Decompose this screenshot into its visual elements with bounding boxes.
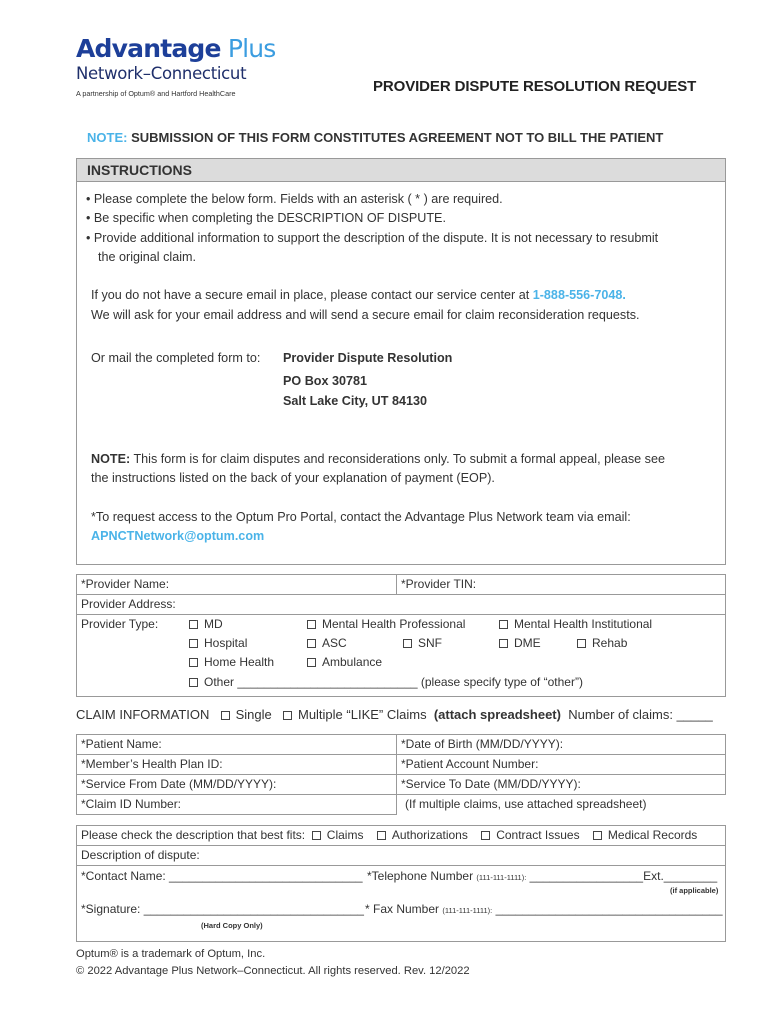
secure-email-text: If you do not have a secure email in place, please contact our service center at 1-888-556-7048. <box>91 288 626 302</box>
portal-email-link[interactable]: APNCTNetwork@optum.com <box>91 529 265 543</box>
dispute-contract-checkbox[interactable]: Contract Issues <box>481 828 579 842</box>
instructions-header: INSTRUCTIONS <box>77 159 725 182</box>
service-from-field[interactable]: *Service From Date (MM/DD/YYYY): <box>77 775 397 795</box>
mail-address-name: Provider Dispute Resolution <box>283 351 453 365</box>
type-rehab-checkbox[interactable]: Rehab <box>577 636 627 650</box>
description-of-dispute-field[interactable]: Description of dispute: <box>77 846 726 866</box>
type-asc-checkbox[interactable]: ASC <box>307 636 347 650</box>
patient-account-field[interactable]: *Patient Account Number: <box>397 755 726 775</box>
provider-name-field[interactable]: *Provider Name: <box>77 575 397 595</box>
provider-table <box>76 574 726 697</box>
logo-wordmark: Advantage Plus <box>76 34 276 63</box>
dispute-medical-records-checkbox[interactable]: Medical Records <box>593 828 697 842</box>
provider-tin-field[interactable]: *Provider TIN: <box>397 575 726 595</box>
instruction-bullet: • Please complete the below form. Fields with an asterisk ( * ) are required. <box>86 192 503 206</box>
claim-id-field[interactable]: *Claim ID Number: <box>77 795 397 815</box>
if-applicable-note: (if applicable) <box>670 886 719 895</box>
mail-intro: Or mail the completed form to: <box>91 351 261 365</box>
dispute-table <box>76 825 726 942</box>
attach-spreadsheet-note: (attach spreadsheet) <box>433 707 561 722</box>
claim-info-label: CLAIM INFORMATION <box>76 707 210 722</box>
type-md-checkbox[interactable]: MD <box>189 617 223 631</box>
type-dme-checkbox[interactable]: DME <box>499 636 541 650</box>
patient-claim-table <box>76 734 726 815</box>
provider-address-field[interactable]: Provider Address: <box>77 595 726 615</box>
service-to-field[interactable]: *Service To Date (MM/DD/YYYY): <box>397 775 726 795</box>
service-phone-link[interactable]: 1-888-556-7048. <box>532 288 626 302</box>
provider-type-label: Provider Type: <box>81 617 159 631</box>
dispute-authorizations-checkbox[interactable]: Authorizations <box>377 828 468 842</box>
portal-text: *To request access to the Optum Pro Portal, contact the Advantage Plus Network team via email: <box>91 510 631 524</box>
claim-information-row <box>76 707 713 722</box>
mail-address-line2: PO Box 30781 <box>283 374 368 388</box>
instruction-bullet-continued: the original claim. <box>98 250 196 264</box>
multiple-claims-note: (If multiple claims, use attached spreadsheet) <box>397 795 726 815</box>
note-disputes-2: the instructions listed on the back of your explanation of payment (EOP). <box>91 471 495 485</box>
logo-subtitle: Network–Connecticut <box>76 64 247 83</box>
hard-copy-note: (Hard Copy Only) <box>201 921 263 930</box>
note-disputes: NOTE: This form is for claim disputes and reconsiderations only. To submit a formal appeal, please see <box>91 452 665 466</box>
instruction-bullet: • Provide additional information to support the description of the dispute. It is not necessary to resubmit <box>86 231 659 245</box>
type-other-checkbox[interactable]: Other ___________________________ (please specify type of “other”) <box>189 675 583 689</box>
type-home-health-checkbox[interactable]: Home Health <box>189 655 274 669</box>
logo-tagline: A partnership of Optum® and Hartford HealthCare <box>76 89 236 98</box>
type-mh-professional-checkbox[interactable]: Mental Health Professional <box>307 617 465 631</box>
telephone-field[interactable]: *Telephone Number (111-111-1111): _________________Ext.________ <box>367 869 718 883</box>
patient-name-field[interactable]: *Patient Name: <box>77 735 397 755</box>
contact-name-field[interactable]: *Contact Name: _____________________________ <box>81 869 363 883</box>
type-snf-checkbox[interactable]: SNF <box>403 636 442 650</box>
copyright-line: © 2022 Advantage Plus Network–Connecticut. All rights reserved. Rev. 12/2022 <box>76 965 470 977</box>
multiple-claims-checkbox[interactable]: Multiple “LIKE” Claims <box>279 707 427 722</box>
mail-address-line3: Salt Lake City, UT 84130 <box>283 394 427 408</box>
trademark-line: Optum® is a trademark of Optum, Inc. <box>76 948 266 960</box>
secure-email-text-2: We will ask for your email address and will send a secure email for claim reconsideration requests. <box>91 308 640 322</box>
member-id-field[interactable]: *Member’s Health Plan ID: <box>77 755 397 775</box>
type-mh-institutional-checkbox[interactable]: Mental Health Institutional <box>499 617 652 631</box>
dob-field[interactable]: *Date of Birth (MM/DD/YYYY): <box>397 735 726 755</box>
dispute-type-row: Please check the description that best fits: Claims Authorizations Contract Issues Medical Records <box>77 826 726 846</box>
fax-field[interactable]: * Fax Number (111-111-1111): __________________________________ <box>365 902 723 916</box>
number-of-claims-field[interactable]: Number of claims: _____ <box>568 707 713 722</box>
contact-block <box>77 866 726 942</box>
signature-field[interactable]: *Signature: _________________________________ <box>81 902 364 916</box>
note-banner: NOTE: SUBMISSION OF THIS FORM CONSTITUTES AGREEMENT NOT TO BILL THE PATIENT <box>87 130 664 145</box>
form-title: PROVIDER DISPUTE RESOLUTION REQUEST <box>373 78 697 95</box>
provider-type-field <box>77 615 726 697</box>
single-claim-checkbox[interactable]: Single <box>217 707 272 722</box>
footer <box>76 946 470 980</box>
instruction-bullet: • Be specific when completing the DESCRIPTION OF DISPUTE. <box>86 211 446 225</box>
type-hospital-checkbox[interactable]: Hospital <box>189 636 247 650</box>
type-ambulance-checkbox[interactable]: Ambulance <box>307 655 382 669</box>
dispute-claims-checkbox[interactable]: Claims <box>312 828 364 842</box>
